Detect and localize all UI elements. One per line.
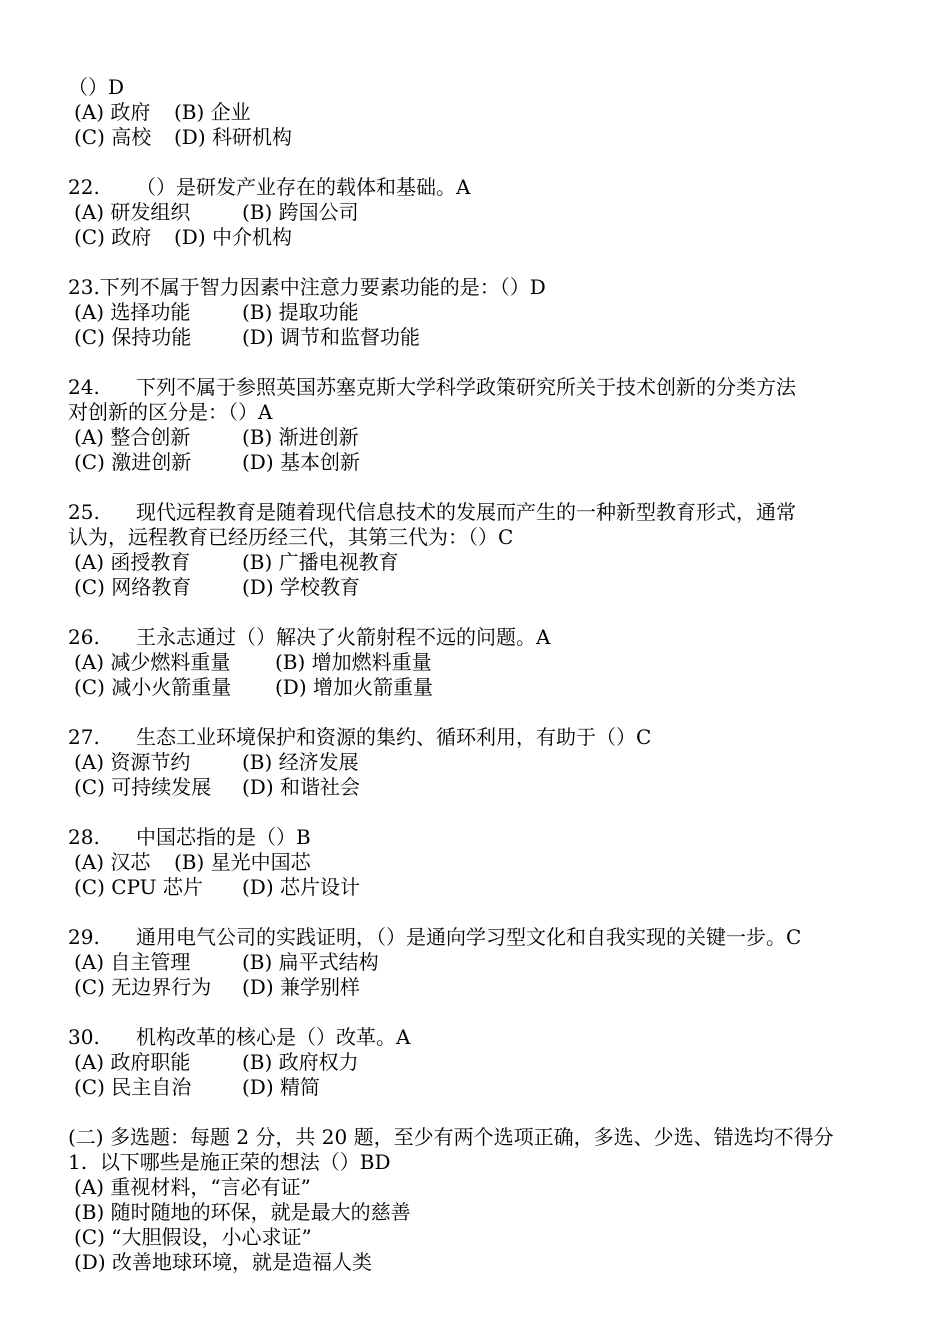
question-number: 24. <box>68 375 100 399</box>
option-c: (C) “大胆假设，小心求证” <box>74 1225 312 1249</box>
option-a: (A) 选择功能 <box>74 300 191 324</box>
option-d: (D) 兼学别样 <box>242 975 360 999</box>
option-a: (A) 政府职能 <box>74 1050 191 1074</box>
option-b: (B) 星光中国芯 <box>174 850 311 874</box>
options <box>68 1050 888 1100</box>
option-a: (A) 研发组织 <box>74 200 191 224</box>
question-28 <box>68 825 888 900</box>
option-a: (A) 资源节约 <box>74 750 191 774</box>
option-b: (B) 经济发展 <box>242 750 359 774</box>
question-text: 中国芯指的是（）B <box>136 825 311 849</box>
question-24 <box>68 375 888 475</box>
question-text: 以下哪些是施正荣的想法（）BD <box>99 1150 391 1174</box>
option-a: (A) 汉芯 <box>74 850 151 874</box>
question-number: 1. <box>68 1150 88 1174</box>
option-b: (B) 企业 <box>174 100 251 124</box>
option-c: (C) 可持续发展 <box>74 775 212 799</box>
option-c: (C) CPU 芯片 <box>74 875 203 899</box>
option-c: (C) 减小火箭重量 <box>74 675 232 699</box>
option-b: (B) 随时随地的环保，就是最大的慈善 <box>74 1200 411 1224</box>
option-b: (B) 政府权力 <box>242 1050 359 1074</box>
option-d: (D) 调节和监督功能 <box>242 325 420 349</box>
option-c: (C) 网络教育 <box>74 575 192 599</box>
question-text-continued: 认为，远程教育已经历经三代，其第三代为：（）C <box>68 525 514 549</box>
question-tail: （）D <box>68 75 125 99</box>
option-c: (C) 高校 <box>74 125 152 149</box>
option-b: (B) 提取功能 <box>242 300 359 324</box>
question-number: 25. <box>68 500 100 524</box>
option-d: (D) 中介机构 <box>174 225 292 249</box>
option-b: (B) 跨国公司 <box>242 200 359 224</box>
question-number: 29. <box>68 925 100 949</box>
option-d: (D) 增加火箭重量 <box>275 675 433 699</box>
options <box>68 300 888 350</box>
question-text: 机构改革的核心是（）改革。A <box>136 1025 411 1049</box>
question-text: 生态工业环境保护和资源的集约、循环利用，有助于（）C <box>136 725 652 749</box>
option-b: (B) 渐进创新 <box>242 425 359 449</box>
question-30 <box>68 1025 888 1100</box>
options <box>68 750 888 800</box>
question-text: 23.下列不属于智力因素中注意力要素功能的是：（）D <box>68 275 546 299</box>
option-a: (A) 减少燃料重量 <box>74 650 231 674</box>
question-number: 28. <box>68 825 100 849</box>
option-d: (D) 学校教育 <box>242 575 360 599</box>
section-multiple-choice <box>68 1125 888 1275</box>
option-a: (A) 政府 <box>74 100 151 124</box>
question-number: 22. <box>68 175 100 199</box>
options <box>68 650 888 700</box>
question-text: 下列不属于参照英国苏塞克斯大学科学政策研究所关于技术创新的分类方法 <box>136 375 796 399</box>
options <box>68 550 888 600</box>
option-d: (D) 基本创新 <box>242 450 360 474</box>
options <box>68 100 888 150</box>
question-number: 30. <box>68 1025 100 1049</box>
question-text: （）是研发产业存在的载体和基础。A <box>136 175 471 199</box>
options <box>68 425 888 475</box>
question-27 <box>68 725 888 800</box>
question-23 <box>68 275 888 350</box>
option-a: (A) 整合创新 <box>74 425 191 449</box>
option-c: (C) 民主自治 <box>74 1075 192 1099</box>
option-d: (D) 精简 <box>242 1075 320 1099</box>
question-text: 王永志通过（）解决了火箭射程不远的问题。A <box>136 625 551 649</box>
option-c: (C) 激进创新 <box>74 450 192 474</box>
question-number: 26. <box>68 625 100 649</box>
option-a: (A) 重视材料，“言必有证” <box>74 1175 311 1199</box>
option-c: (C) 无边界行为 <box>74 975 212 999</box>
section-heading: (二) 多选题：每题 2 分，共 20 题，至少有两个选项正确，多选、少选、错选均不得分 <box>68 1125 834 1149</box>
option-a: (A) 函授教育 <box>74 550 191 574</box>
options <box>68 950 888 1000</box>
question-number: 27. <box>68 725 100 749</box>
options <box>68 200 888 250</box>
option-b: (B) 增加燃料重量 <box>275 650 432 674</box>
option-d: (D) 科研机构 <box>174 125 292 149</box>
option-d: (D) 芯片设计 <box>242 875 360 899</box>
option-d: (D) 和谐社会 <box>242 775 360 799</box>
option-a: (A) 自主管理 <box>74 950 191 974</box>
options <box>68 850 888 900</box>
question-text: 通用电气公司的实践证明，（）是通向学习型文化和自我实现的关键一步。C <box>136 925 802 949</box>
option-c: (C) 政府 <box>74 225 152 249</box>
document-page <box>68 75 888 1275</box>
question-text-continued: 对创新的区分是：（）A <box>68 400 273 424</box>
question-25 <box>68 500 888 600</box>
question-29 <box>68 925 888 1000</box>
question-1 <box>68 1150 888 1175</box>
question-21 <box>68 75 888 150</box>
options <box>68 1175 888 1275</box>
question-22 <box>68 175 888 250</box>
option-c: (C) 保持功能 <box>74 325 192 349</box>
question-text: 现代远程教育是随着现代信息技术的发展而产生的一种新型教育形式，通常 <box>136 500 796 524</box>
option-b: (B) 广播电视教育 <box>242 550 399 574</box>
question-26 <box>68 625 888 700</box>
option-b: (B) 扁平式结构 <box>242 950 379 974</box>
option-d: (D) 改善地球环境，就是造福人类 <box>74 1250 372 1274</box>
